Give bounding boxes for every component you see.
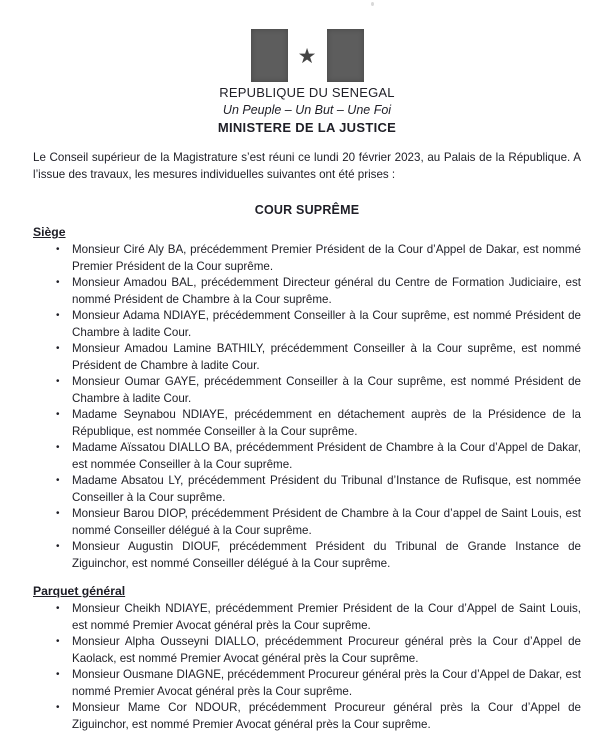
- heading-parquet-general: Parquet général: [33, 584, 126, 598]
- bullet-icon: •: [56, 343, 60, 354]
- section-title-cour-supreme: COUR SUPRÊME: [254, 203, 360, 217]
- scan-artifact: [371, 2, 374, 6]
- appointment-text: Monsieur Alpha Ousseyni DIALLO, précédemment Procureur général près la Cour d’Appel de Kaolack, est nommé Premier Avocat général près la Cour suprême.: [72, 635, 581, 665]
- letterhead: [33, 28, 581, 135]
- intro-paragraph: Le Conseil supérieur de la Magistrature s’est réuni ce lundi 20 février 2023, au Palais de la République. A l’issue des travaux, les mesures individuelles suivantes ont été prises :: [33, 151, 581, 181]
- bullet-icon: •: [56, 702, 60, 713]
- national-motto: Un Peuple – Un But – Une Foi: [222, 103, 392, 117]
- appointment-text: Monsieur Mame Cor NDOUR, précédemment Procureur général près la Cour d’Appel de Ziguinchor, est nommé Premier Avocat général près la Cour suprême.: [72, 701, 581, 731]
- appointment-text: Madame Absatou LY, précédemment Président du Tribunal d’Instance de Rufisque, est nommée Conseiller à la Cour suprême.: [72, 474, 581, 504]
- appointment-item: [33, 308, 581, 341]
- bullet-icon: •: [56, 376, 60, 387]
- bullet-icon: •: [56, 310, 60, 321]
- bullet-icon: •: [56, 669, 60, 680]
- appointment-item: [33, 374, 581, 407]
- appointment-item: [33, 341, 581, 374]
- appointment-item: [33, 407, 581, 440]
- appointment-item: [33, 275, 581, 308]
- appointment-item: [33, 506, 581, 539]
- appointment-item: [33, 667, 581, 700]
- flag-right-band: [327, 29, 364, 82]
- appointment-text: Monsieur Adama NDIAYE, précédemment Conseiller à la Cour suprême, est nommé Président de Chambre à ladite Cour.: [72, 309, 581, 339]
- flag-left-band: [251, 29, 288, 82]
- siege-appointments-list: [33, 242, 581, 572]
- bullet-icon: •: [56, 277, 60, 288]
- appointment-text: Monsieur Barou DIOP, précédemment Président de Chambre à la Cour d’appel de Saint Louis, est nommé Conseiller délégué à la Cour suprême.: [72, 507, 581, 537]
- appointment-text: Monsieur Amadou BAL, précédemment Directeur général du Centre de Formation Judiciaire, est nommé Président de Chambre à la Cour suprême.: [72, 276, 581, 306]
- bullet-icon: •: [56, 636, 60, 647]
- bullet-icon: •: [56, 541, 60, 552]
- bullet-icon: •: [56, 603, 60, 614]
- appointment-item: [33, 601, 581, 634]
- senegal-flag-emblem: [33, 28, 581, 82]
- parquet-appointments-list: [33, 601, 581, 733]
- star-icon: ★: [297, 44, 317, 68]
- appointment-text: Monsieur Augustin DIOUF, précédemment Président du Tribunal de Grande Instance de Ziguinchor, est nommé Conseiller délégué à la Cour suprême.: [72, 540, 581, 570]
- appointment-item: [33, 440, 581, 473]
- appointment-item: [33, 539, 581, 572]
- bullet-icon: •: [56, 475, 60, 486]
- appointment-text: Monsieur Amadou Lamine BATHILY, précédemment Conseiller à la Cour suprême, est nommé Président de Chambre à ladite Cour.: [72, 342, 581, 372]
- appointment-text: Monsieur Oumar GAYE, précédemment Conseiller à la Cour suprême, est nommé Président de Chambre à ladite Cour.: [72, 375, 581, 405]
- parquet-block: [33, 584, 581, 733]
- bullet-icon: •: [56, 244, 60, 255]
- republic-title: REPUBLIQUE DU SENEGAL: [219, 85, 395, 100]
- ministry-title: MINISTERE DE LA JUSTICE: [217, 120, 397, 135]
- bullet-icon: •: [56, 442, 60, 453]
- heading-siege: Siège: [33, 225, 66, 239]
- appointment-item: [33, 700, 581, 733]
- appointment-text: Monsieur Cheikh NDIAYE, précédemment Premier Président de la Cour d’Appel de Saint Louis, est nommé Premier Avocat général près la Cour suprême.: [72, 602, 581, 632]
- appointment-text: Monsieur Ousmane DIAGNE, précédemment Procureur général près la Cour d’Appel de Dakar, est nommé Premier Avocat général près la Cour suprême.: [72, 668, 581, 698]
- appointment-text: Monsieur Ciré Aly BA, précédemment Premier Président de la Cour d’Appel de Dakar, est nommé Premier Président de la Cour suprême.: [72, 243, 581, 273]
- appointment-item: [33, 473, 581, 506]
- appointment-item: [33, 634, 581, 667]
- bullet-icon: •: [56, 508, 60, 519]
- appointment-text: Madame Aïssatou DIALLO BA, précédemment Président de Chambre à la Cour d’Appel de Dakar, est nommée Conseiller à la Cour suprême.: [72, 441, 581, 471]
- bullet-icon: •: [56, 409, 60, 420]
- appointment-item: [33, 242, 581, 275]
- flag-center-band: [288, 45, 327, 66]
- appointment-text: Madame Seynabou NDIAYE, précédemment en détachement auprès de la Présidence de la République, est nommée Conseiller à la Cour suprême.: [72, 408, 581, 438]
